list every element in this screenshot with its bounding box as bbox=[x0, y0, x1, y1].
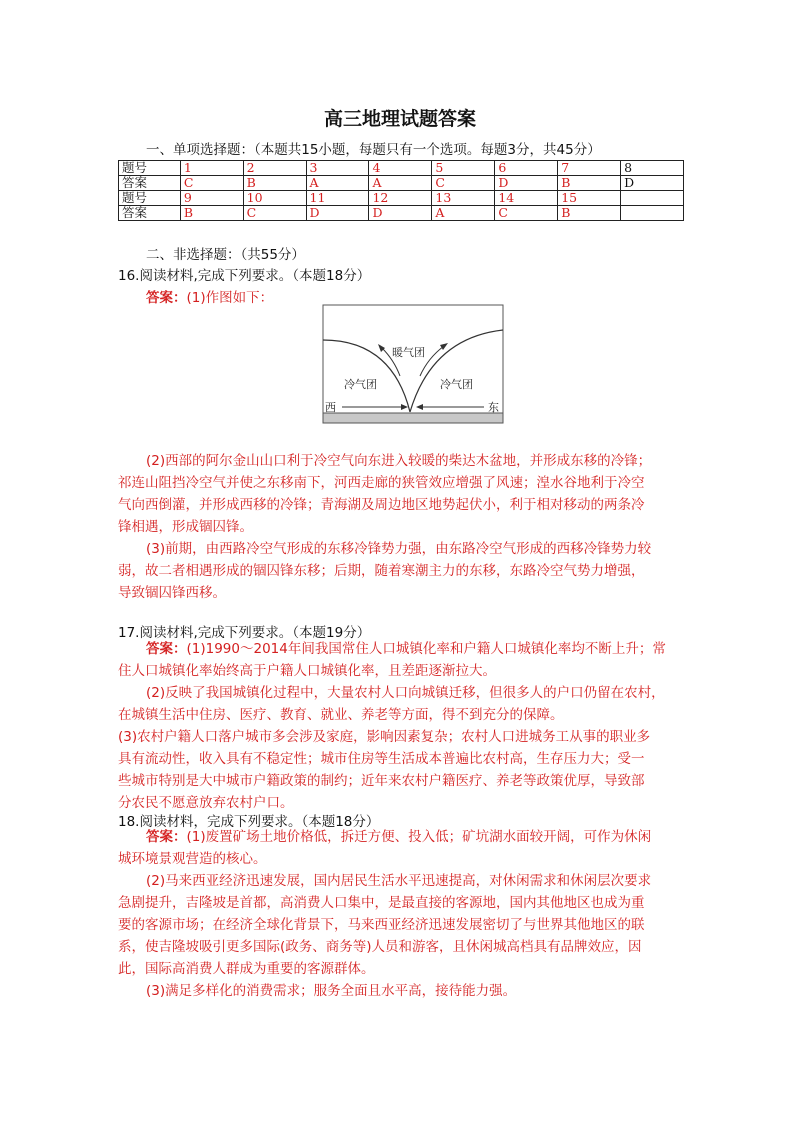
q18-answer-1 bbox=[118, 826, 684, 870]
arrow-head-icon bbox=[401, 404, 408, 410]
arrow-head-icon bbox=[440, 343, 448, 350]
question-number: 13 bbox=[432, 191, 495, 206]
answer-cell: B bbox=[243, 176, 306, 191]
q18-answer-3 bbox=[118, 980, 684, 1002]
answer-cell: C bbox=[243, 206, 306, 221]
text-line: (3)前期，由西路冷空气形成的东移冷锋势力强，由东路冷空气形成的西移冷锋势力较 bbox=[146, 541, 652, 557]
table-row bbox=[119, 191, 684, 206]
answer-cell: C bbox=[432, 176, 495, 191]
question-number: 11 bbox=[306, 191, 369, 206]
answer-cell bbox=[621, 206, 684, 221]
question-number: 6 bbox=[495, 161, 558, 176]
text-line: 弱，故二者相遇形成的锢囚锋东移；后期，随着寒潮主力的东移，东路冷空气势力增强， bbox=[118, 563, 645, 579]
question-number: 5 bbox=[432, 161, 495, 176]
question-number: 1 bbox=[180, 161, 243, 176]
answer-label: 答案： bbox=[146, 829, 187, 845]
q16-heading: 16.阅读材料,完成下列要求。（本题18分） bbox=[118, 268, 371, 284]
west-label: 西 bbox=[325, 401, 336, 414]
q17-answer-1 bbox=[118, 638, 684, 682]
question-number: 7 bbox=[558, 161, 621, 176]
q16-answer-1: (1)作图如下： bbox=[186, 290, 274, 306]
answer-table bbox=[118, 160, 684, 221]
question-number: 4 bbox=[369, 161, 432, 176]
text-line: 气向西倒灌，并形成西移的冷锋；青海湖及周边地区地势起伏小，利于相对移动的两条冷 bbox=[118, 497, 645, 513]
cold-air-right-label: 冷气团 bbox=[440, 378, 473, 391]
text-line: 住人口城镇化率始终高于户籍人口城镇化率，且差距逐渐拉大。 bbox=[118, 663, 496, 679]
answer-cell: B bbox=[558, 176, 621, 191]
text-line: 导致锢囚锋西移。 bbox=[118, 585, 226, 601]
text-line: (3)农村户籍人口落户城市多会涉及家庭，影响因素复杂；农村人口进城务工从事的职业多 bbox=[118, 729, 651, 745]
arrow-head-icon bbox=[416, 404, 423, 410]
text-line: (2)马来西亚经济迅速发展，国内居民生活水平迅速提高，对休闲需求和休闲层次要求 bbox=[146, 873, 652, 889]
answer-label: 答案： bbox=[146, 641, 187, 657]
answer-cell: D bbox=[306, 206, 369, 221]
answer-cell: A bbox=[369, 176, 432, 191]
text-line: 具有流动性，收入具有不稳定性；城市住房等生活成本普遍比农村高，生存压力大；受一 bbox=[118, 751, 645, 767]
row-label: 题号 bbox=[119, 161, 181, 176]
answer-cell: A bbox=[432, 206, 495, 221]
q17-answer-3 bbox=[118, 726, 684, 814]
east-front-line bbox=[410, 330, 503, 412]
question-number: 10 bbox=[243, 191, 306, 206]
text-line: 分农民不愿意放弃农村户口。 bbox=[118, 795, 294, 811]
row-label: 题号 bbox=[119, 191, 181, 206]
question-number: 3 bbox=[306, 161, 369, 176]
east-label: 东 bbox=[488, 401, 499, 414]
section-2-heading: 二、非选择题：（共55分） bbox=[146, 247, 305, 263]
question-number: 12 bbox=[369, 191, 432, 206]
text-line: 要的客源市场；在经济全球化背景下，马来西亚经济迅速发展密切了与世界其他地区的联 bbox=[118, 917, 645, 933]
arrow-head-icon bbox=[378, 344, 385, 352]
answer-cell: B bbox=[558, 206, 621, 221]
answer-cell: B bbox=[180, 206, 243, 221]
q17-heading: 17.阅读材料,完成下列要求。（本题19分） bbox=[118, 625, 371, 641]
answer-cell: D bbox=[621, 176, 684, 191]
q16-answer-3 bbox=[118, 538, 684, 604]
text-line: 此，国际高消费人群成为重要的客源群体。 bbox=[118, 961, 375, 977]
table-row bbox=[119, 206, 684, 221]
question-number: 15 bbox=[558, 191, 621, 206]
text-line: 答案：(1)1990～2014年间我国常住人口城镇化率和户籍人口城镇化率均不断上升；常 bbox=[146, 641, 666, 657]
front-diagram bbox=[322, 304, 504, 426]
text-line: 急剧提升，吉隆坡是首都，高消费人口集中，是最直接的客源地，国内其他地区也成为重 bbox=[118, 895, 645, 911]
text-line: 些城市特别是大中城市户籍政策的制约；近年来农村户籍医疗、养老等政策优厚，导致部 bbox=[118, 773, 645, 789]
diagram-frame bbox=[323, 305, 503, 413]
answer-cell: C bbox=[495, 206, 558, 221]
cold-air-left-label: 冷气团 bbox=[344, 378, 377, 391]
table-row bbox=[119, 176, 684, 191]
page-title: 高三地理试题答案 bbox=[323, 108, 476, 130]
answer-label: 答案： bbox=[146, 290, 187, 306]
answer-cell: D bbox=[495, 176, 558, 191]
text-line: 城环境景观营造的核心。 bbox=[118, 851, 267, 867]
row-label: 答案 bbox=[119, 206, 181, 221]
question-number: 2 bbox=[243, 161, 306, 176]
section-1-heading: 一、单项选择题：（本题共15小题，每题只有一个选项。每题3分，共45分） bbox=[146, 142, 601, 158]
text-line: (2)西部的阿尔金山山口利于冷空气向东进入较暖的柴达木盆地，并形成东移的冷锋； bbox=[146, 453, 652, 469]
text-line: 在城镇生活中住房、医疗、教育、就业、养老等方面，得不到充分的保障。 bbox=[118, 707, 564, 723]
question-number bbox=[621, 191, 684, 206]
text-line: 祁连山阻挡冷空气并使之东移南下，河西走廊的狭管效应增强了风速；湟水谷地利于冷空 bbox=[118, 475, 645, 491]
q16-answer-intro bbox=[146, 286, 273, 306]
q16-answer-2 bbox=[118, 450, 684, 538]
row-label: 答案 bbox=[119, 176, 181, 191]
question-number: 8 bbox=[621, 161, 684, 176]
question-number: 14 bbox=[495, 191, 558, 206]
text-line: (2)反映了我国城镇化过程中，大量农村人口向城镇迁移，但很多人的户口仍留在农村， bbox=[146, 685, 665, 701]
answer-cell: C bbox=[180, 176, 243, 191]
answer-cell: A bbox=[306, 176, 369, 191]
q18-answer-2 bbox=[118, 870, 684, 980]
table-row bbox=[119, 161, 684, 176]
ground-strip bbox=[323, 413, 503, 423]
q17-answer-2 bbox=[118, 682, 684, 726]
answer-cell: D bbox=[369, 206, 432, 221]
text-line: 系，使吉隆坡吸引更多国际(政务、商务等)人员和游客，且休闲城高档具有品牌效应，因 bbox=[118, 939, 642, 955]
text-line: 答案：(1)废置矿场土地价格低，拆迁方便、投入低；矿坑湖水面较开阔，可作为休闲 bbox=[146, 829, 652, 845]
text-line: (3)满足多样化的消费需求；服务全面且水平高，接待能力强。 bbox=[146, 983, 517, 999]
text-line: 锋相遇，形成锢囚锋。 bbox=[118, 519, 253, 535]
warm-air-label: 暖气团 bbox=[392, 346, 425, 359]
q18-heading: 18.阅读材料，完成下列要求。（本题18分） bbox=[118, 814, 380, 830]
question-number: 9 bbox=[180, 191, 243, 206]
